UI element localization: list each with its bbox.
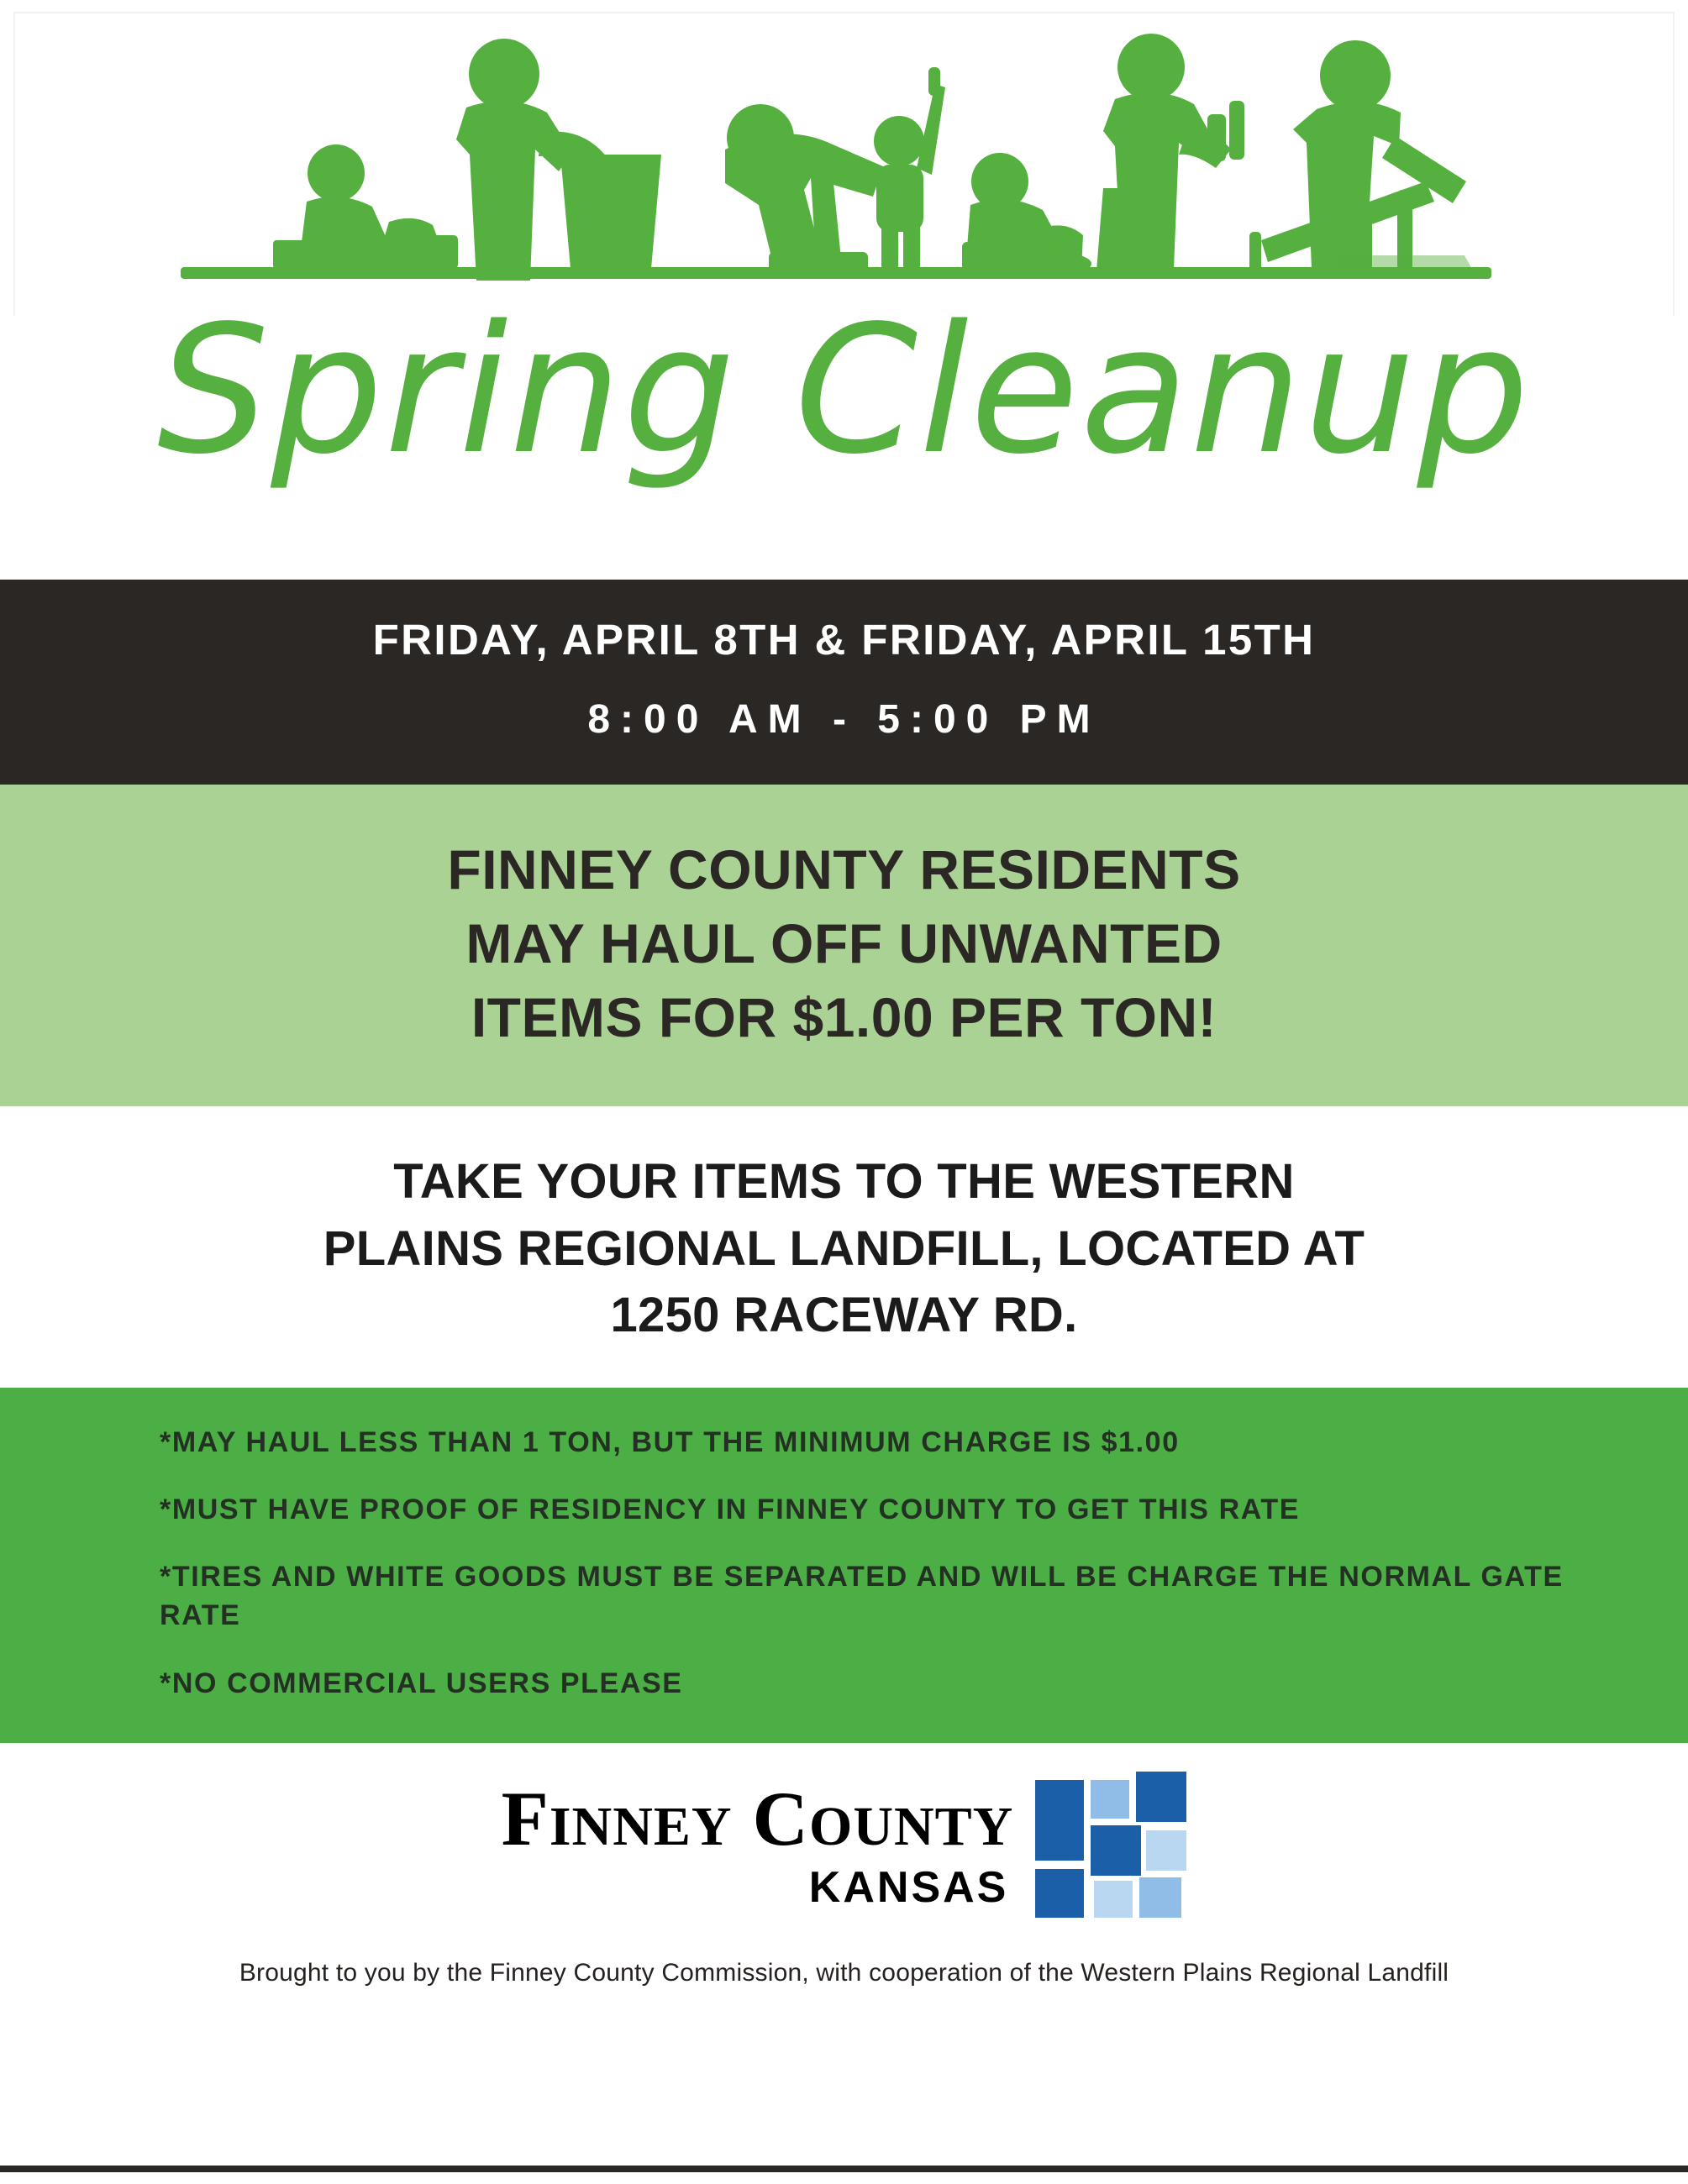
credit-text: Brought to you by the Finney County Commission, with cooperation of the Western Plains Regional Landfill bbox=[239, 1958, 1449, 1987]
notes-band bbox=[0, 1388, 1688, 1743]
bottom-rule bbox=[0, 2166, 1688, 2172]
hero-artwork bbox=[0, 15, 1688, 309]
location-line-2: PLAINS REGIONAL LANDFILL, LOCATED AT bbox=[323, 1221, 1365, 1276]
finney-county-squares-mark-icon bbox=[1035, 1772, 1186, 1919]
logo-word-two-first: C bbox=[752, 1776, 809, 1862]
logo-main-line bbox=[501, 1776, 1014, 1862]
logo-word-one-rest: INNEY bbox=[549, 1796, 733, 1858]
rate-band bbox=[0, 785, 1688, 1106]
rate-line-3: ITEMS FOR $1.00 PER TON! bbox=[471, 985, 1217, 1048]
people-cleaning-silhouette-icon bbox=[181, 15, 1508, 301]
page-title: Spring Cleanup bbox=[157, 287, 1531, 493]
footer-section bbox=[0, 1743, 1688, 1987]
rate-line-2: MAY HAUL OFF UNWANTED bbox=[465, 911, 1223, 974]
note-item: *MAY HAUL LESS THAN 1 TON, BUT THE MINIMUM CHARGE IS $1.00 bbox=[160, 1425, 1180, 1458]
note-item: *MUST HAVE PROOF OF RESIDENCY IN FINNEY COUNTY TO GET THIS RATE bbox=[160, 1493, 1301, 1525]
logo-state-label: KANSAS bbox=[808, 1863, 1009, 1913]
event-hours: 8:00 AM - 5:00 PM bbox=[587, 697, 1101, 742]
event-dates: FRIDAY, APRIL 8TH & FRIDAY, APRIL 15TH bbox=[372, 616, 1316, 664]
rate-line-1: FINNEY COUNTY RESIDENTS bbox=[447, 838, 1241, 900]
hero-section bbox=[0, 0, 1688, 580]
location-line-1: TAKE YOUR ITEMS TO THE WESTERN bbox=[393, 1154, 1295, 1210]
note-item: *TIRES AND WHITE GOODS MUST BE SEPARATED AND WILL BE CHARGE THE NORMAL GATE RATE bbox=[160, 1561, 1564, 1632]
note-item: *NO COMMERCIAL USERS PLEASE bbox=[160, 1667, 683, 1699]
logo-word-one-first: F bbox=[501, 1776, 550, 1862]
logo-word-two-rest: OUNTY bbox=[809, 1796, 1014, 1858]
location-line-3: 1250 RACEWAY RD. bbox=[610, 1288, 1078, 1343]
dates-band bbox=[0, 580, 1688, 785]
location-band bbox=[0, 1106, 1688, 1387]
finney-county-logo bbox=[0, 1772, 1688, 1919]
logo-wordmark bbox=[501, 1776, 1014, 1913]
